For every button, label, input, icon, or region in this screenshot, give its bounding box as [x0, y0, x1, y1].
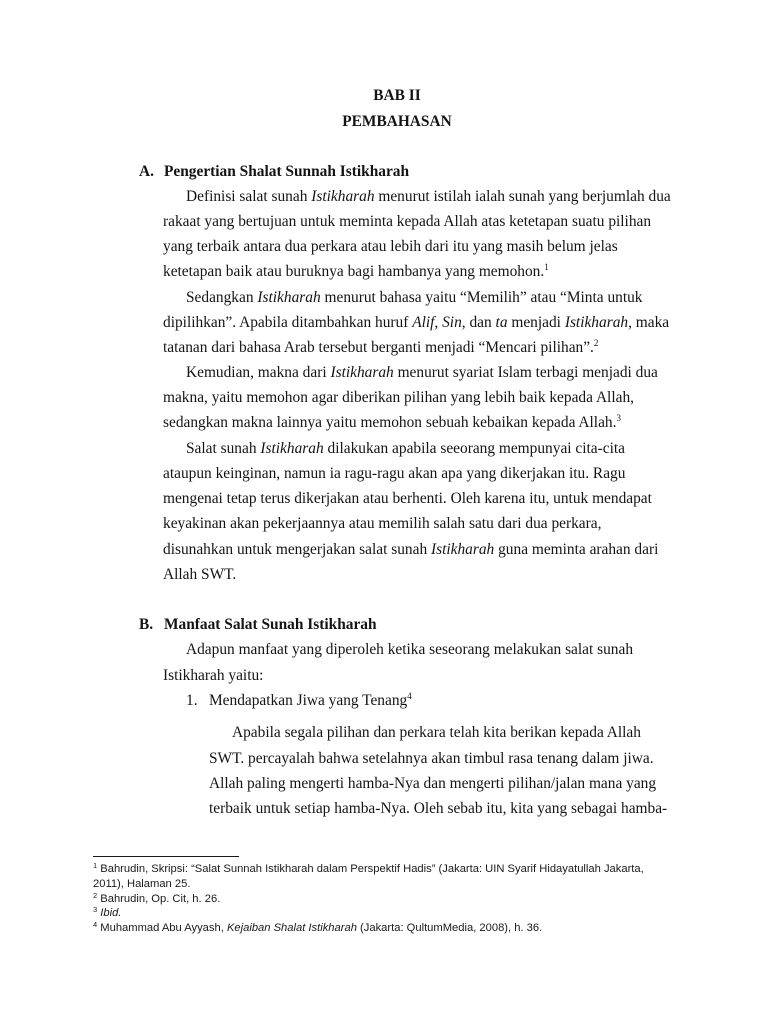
section-a-heading [139, 162, 409, 182]
paragraph-line: keyakinan akan pekerjaannya atau memilih salah satu dari dua perkara, [163, 515, 602, 532]
paragraph-line: Allah paling mengerti hamba-Nya dan mengerti pilihan/jalan mana yang [209, 775, 657, 792]
paragraph-line: Allah SWT. [163, 566, 237, 583]
paragraph-line: Definisi salat sunah Istikharah menurut istilah ialah sunah yang berjumlah dua [186, 188, 671, 205]
paragraph-line: SWT. percayalah bahwa setelahnya akan timbul rasa tenang dalam jiwa. [209, 750, 654, 767]
footnote: $^2$ Bahrudin, Op. Cit, h. 26. [93, 891, 221, 905]
paragraph-line: tatanan dari bahasa Arab tersebut berganti menjadi “Mencari pilihan”.$^2$ [163, 338, 599, 356]
section-b-title: Manfaat Salat Sunah Istikharah [164, 616, 377, 633]
footnote-ref: 3 [616, 413, 621, 423]
section-b-heading [139, 615, 377, 635]
paragraph-line: Apabila segala pilihan dan perkara telah kita berikan kepada Allah [232, 724, 641, 741]
section-a-marker: A. [139, 163, 154, 180]
paragraph-line: dipilihkan”. Apabila ditambahkan huruf Alif, Sin, dan ta menjadi Istikharah, maka [163, 314, 670, 331]
paragraph-line: sedangkan makna lainnya yaitu memohon sebuah kebaikan kepada Allah.$^3$ [163, 413, 621, 431]
section-b-marker: B. [139, 616, 154, 633]
footnote: $^4$ Muhammad Abu Ayyash, Kejaiban Shalat Istikharah (Jakarta: QultumMedia, 2008), h. 36. [93, 920, 543, 934]
paragraph-line: ketetapan baik atau buruknya bagi hambanya yang memohon.$^1$ [163, 262, 549, 280]
list-item-title: Mendapatkan Jiwa yang Tenang [209, 692, 408, 709]
paragraph-line: makna, yaitu memohon agar diberikan pilihan yang lebih baik kepada Allah, [163, 389, 634, 406]
paragraph-line: mengenai tetap terus dikerjakan atau berhenti. Oleh karena itu, untuk mendapat [163, 490, 652, 507]
list-item [186, 691, 412, 711]
paragraph-line: disunahkan untuk mengerjakan salat sunah Istikharah guna meminta arahan dari [163, 541, 659, 558]
footnote: $^3$ Ibid. [93, 905, 122, 919]
paragraph-line: yang terbaik antara dua perkara atau lebih dari itu yang masih belum jelas [163, 238, 618, 255]
paragraph-line: terbaik untuk setiap hamba-Nya. Oleh sebab itu, kita yang sebagai hamba- [209, 800, 668, 817]
paragraph-line: Istikharah yaitu: [163, 667, 264, 684]
footnote-continuation: 2011), Halaman 25. [93, 878, 191, 890]
footnote-ref: 4 [407, 691, 412, 701]
section-a-title: Pengertian Shalat Sunnah Istikharah [164, 163, 410, 180]
paragraph-line: ataupun keinginan, namun ia ragu-ragu akan apa yang dikerjakan itu. Ragu [163, 465, 626, 482]
footnote-separator [93, 856, 239, 857]
chapter-number: BAB II [373, 87, 421, 104]
footnote: $^1$ Bahrudin, Skripsi: “Salat Sunnah Istikharah dalam Perspektif Hadis” (Jakarta: UIN Syarif Hidayatullah Jakarta, [93, 861, 644, 875]
chapter-title: PEMBAHASAN [342, 113, 452, 130]
list-item-number: 1. [186, 692, 198, 709]
footnote-ref: 1 [544, 262, 549, 272]
paragraph-line: rakaat yang bertujuan untuk meminta kepada Allah atas ketetapan suatu pilihan [163, 213, 652, 230]
footnote-ref: 2 [593, 338, 599, 348]
paragraph-line: Adapun manfaat yang diperoleh ketika seseorang melakukan salat sunah [186, 641, 634, 658]
paragraph-line: Salat sunah Istikharah dilakukan apabila seeorang mempunyai cita-cita [186, 440, 625, 457]
paragraph-line: Kemudian, makna dari Istikharah menurut syariat Islam terbagi menjadi dua [186, 364, 658, 381]
paragraph-line: Sedangkan Istikharah menurut bahasa yaitu “Memilih” atau “Minta untuk [186, 289, 643, 306]
